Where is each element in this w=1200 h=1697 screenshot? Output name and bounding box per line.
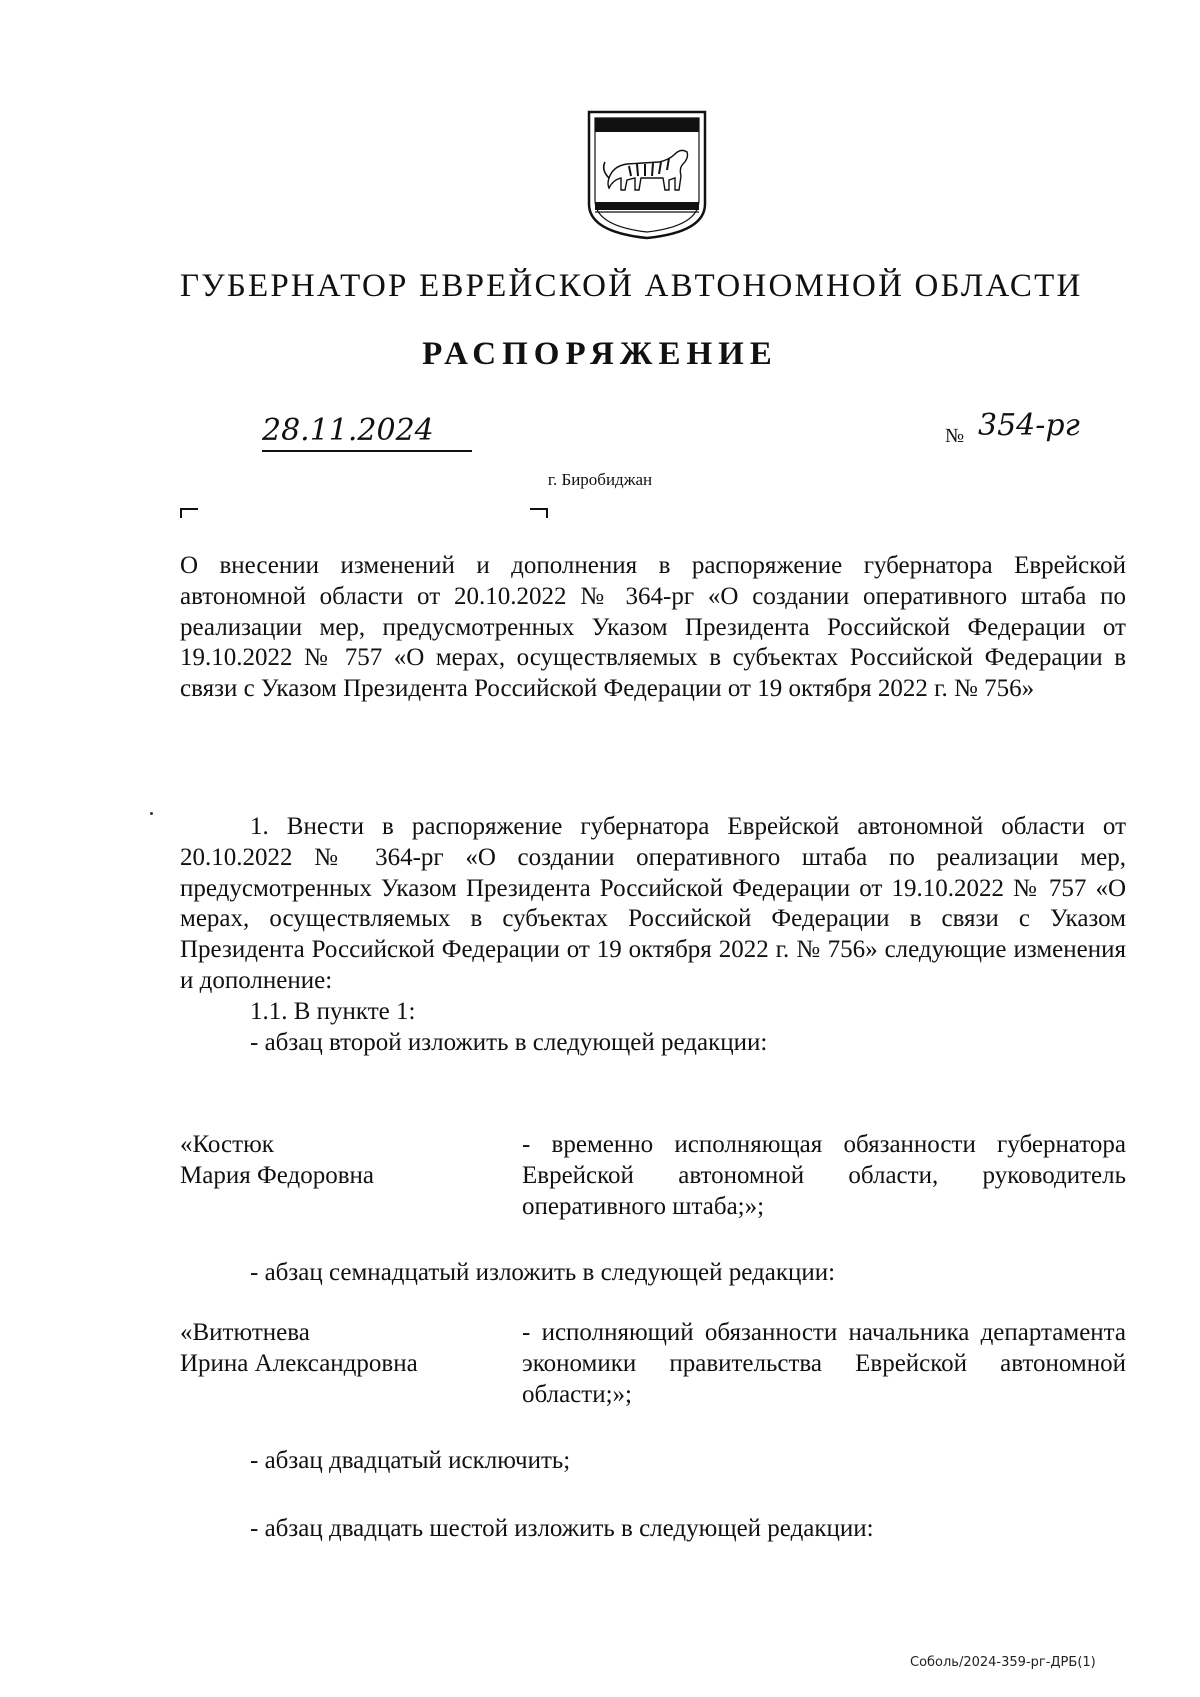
document-title: О внесении изменений и дополнения в распоряжение губернатора Еврейской автономной области от 20.10.2022 № 364-рг «О создании оперативного штаба по реализации мер, предусмотренных Указом Президента Российской Федерации от 19.10.2022 № 757 «О мерах, осуществляемых в субъектах Российской Федерации в связи с Указом Президента Российской Федерации от 19 октября 2022 г. № 756»	[180, 552, 1126, 703]
main-body	[180, 812, 1126, 1058]
instruction-2: - абзац семнадцатый изложить в следующей редакции:	[250, 1259, 836, 1286]
staff-entry-1-name: Мария Федоровна	[180, 1161, 374, 1189]
organization-heading: ГУБЕРНАТОР ЕВРЕЙСКОЙ АВТОНОМНОЙ ОБЛАСТИ	[180, 268, 1083, 304]
staff-entry-1-surname: «Костюк	[180, 1131, 274, 1158]
city-line: г. Биробиджан	[547, 470, 653, 489]
handwritten-date: 28.11.2024	[262, 412, 472, 452]
document-type-heading: РАСПОРЯЖЕНИЕ	[422, 336, 778, 372]
number-sign: №	[945, 425, 965, 447]
instruction-3: - абзац двадцатый исключить;	[250, 1447, 571, 1474]
instruction-4: - абзац двадцать шестой изложить в следующей редакции:	[250, 1515, 874, 1542]
staff-entry-2-surname: «Витютнева	[180, 1319, 310, 1346]
staff-entry-1-person	[180, 1130, 510, 1192]
instruction-1: - абзац второй изложить в следующей редакции:	[250, 1028, 768, 1056]
margin-dot	[150, 812, 153, 815]
handwritten-document-number: 354-рг	[978, 408, 1080, 443]
staff-entry-1-duty: - временно исполняющая обязанности губернатора Еврейской автономной области, руководитель оперативного штаба;»;	[522, 1131, 1126, 1220]
staff-entry-2-duty: - исполняющий обязанности начальника департамента экономики правительства Еврейской автономной области;»;	[522, 1319, 1126, 1408]
coat-of-arms-emblem	[583, 108, 711, 242]
staff-entry-2-name: Ирина Александровна	[180, 1349, 418, 1377]
title-corner-left-mark	[180, 508, 198, 518]
item-1-1: 1.1. В пункте 1:	[250, 997, 416, 1025]
staff-entry-2-person	[180, 1318, 510, 1380]
title-corner-right-mark	[530, 508, 548, 518]
paragraph-1: 1. Внести в распоряжение губернатора Еврейской автономной области от 20.10.2022 № 364-рг «О создании оперативного штаба по реализации мер, предусмотренных Указом Президента Российской Федерации от 19.10.2022 № 757 «О мерах, осуществляемых в субъектах Российской Федерации в связи с Указом Президента Российской Федерации от 19 октября 2022 г. № 756» следующие изменения и дополнение:	[180, 813, 1126, 994]
footer-document-code: Соболь/2024-359-рг-ДРБ(1)	[910, 1655, 1096, 1670]
